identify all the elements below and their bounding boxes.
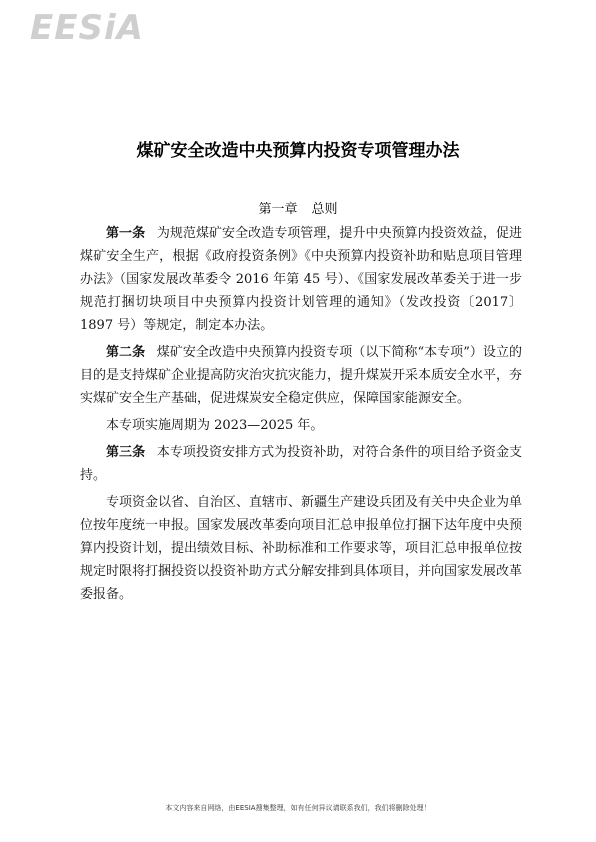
footer-disclaimer: 本文内容来自网络，由EESIA搜集整理，如有任何异议请联系我们，我们将删除处理！ (165, 804, 431, 812)
paragraph-text: 专项资金以省、自治区、直辖市、新疆生产建设兵团及有关中央企业为单位按年度统一申报。国家发展改革委向项目汇总申报单位打捆下达年度中央预算内投资计划，提出绩效目标、补助标准和工作要求等，项目汇总申报单位按规定时限将打捆投资以投资补助方式分解安排到具体项目，并向国家发展改革委报备。 (80, 495, 523, 602)
article-label: 第三条 (106, 445, 146, 460)
article-label: 第一条 (106, 226, 146, 241)
eesia-logo: EESiA (30, 8, 144, 48)
article-2-paragraph (80, 341, 522, 410)
paragraph-text: 煤矿安全改造中央预算内投资专项（以下简称“本专项”）设立的目的是支持煤矿企业提高防灾治灾抗灾能力，提升煤炭开采本质安全水平，夯实煤矿安全生产基础，促进煤炭安全稳定供应，保障国家能源安全。 (80, 345, 523, 406)
paragraph-text: 为规范煤矿安全改造专项管理，提升中央预算内投资效益，促进煤矿安全生产，根据《政府投资条例》《中央预算内投资补助和贴息项目管理办法》（国家发展改革委令 2016 年第 45 号）、《国家发展改革委关于进一步规范打捆切块项目中央预算内投资计划管理的通知》（发改投资〔2017〕1897 号）等规定，制定本办法。 (80, 226, 522, 333)
implementation-period-paragraph (80, 414, 522, 437)
chapter-heading (0, 198, 596, 217)
article-1-paragraph (80, 222, 522, 337)
document-body (80, 222, 522, 610)
paragraph-text: 本专项实施周期为 2023—2025 年。 (106, 418, 324, 433)
document-title: 煤矿安全改造中央预算内投资专项管理办法 (136, 141, 460, 161)
funding-application-paragraph (80, 491, 522, 606)
chapter-number: 第一章 (258, 202, 298, 217)
paragraph-text: 本专项投资安排方式为投资补助，对符合条件的项目给予资金支持。 (80, 445, 522, 483)
article-label: 第二条 (106, 345, 146, 360)
chapter-name: 总则 (311, 202, 338, 217)
article-3-paragraph (80, 441, 522, 487)
